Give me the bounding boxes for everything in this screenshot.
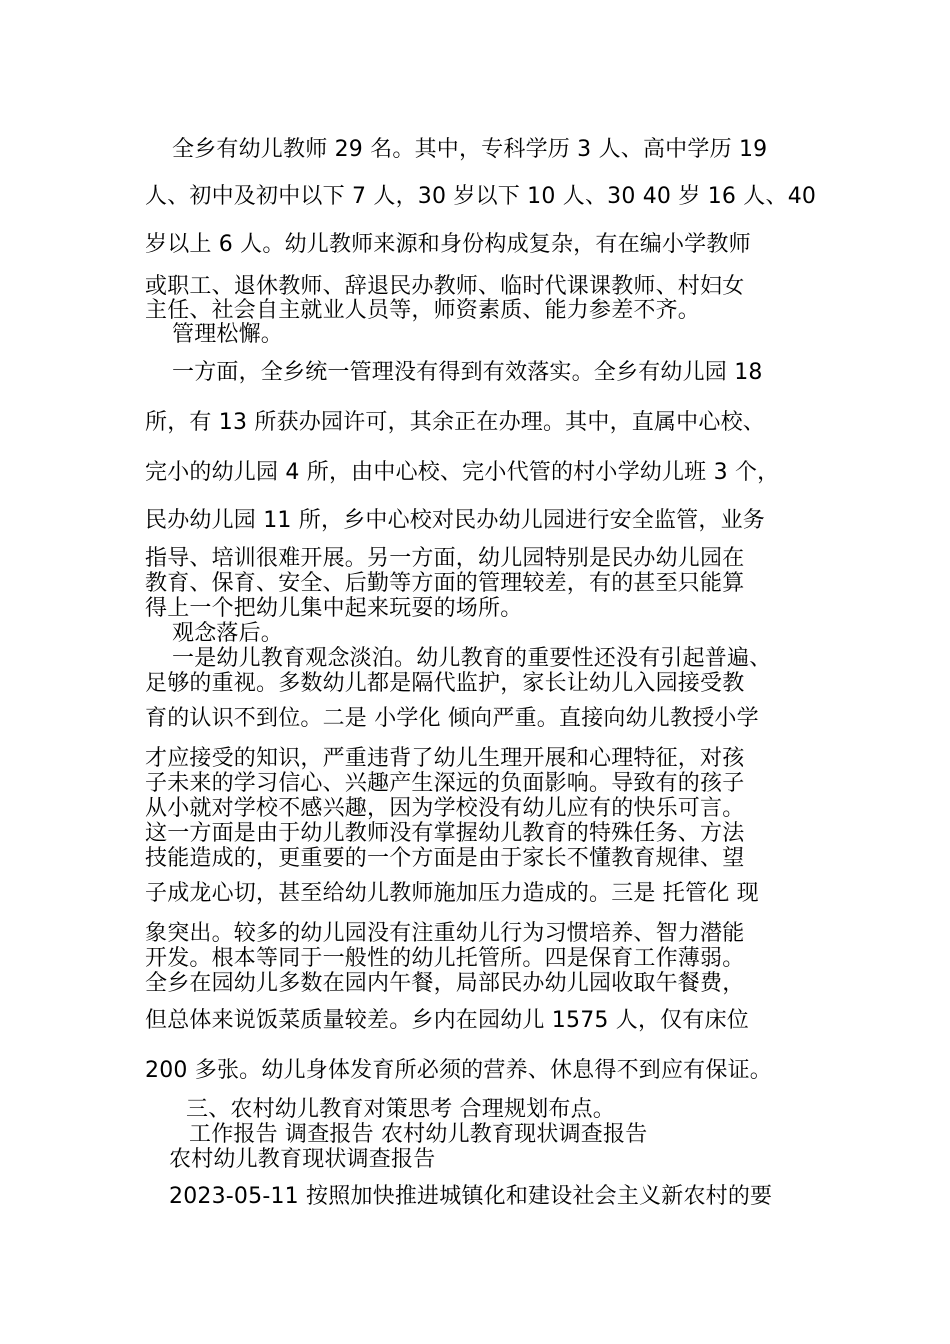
category-line: 工作报告 调查报告 农村幼儿教育现状调查报告 xyxy=(189,1122,648,1147)
section-heading: 三、农村幼儿教育对策思考 合理规划布点。 xyxy=(186,1097,615,1122)
paragraph-line: 才应接受的知识，严重违背了幼儿生理开展和心理特征，对孩 xyxy=(145,746,745,771)
paragraph-line: 全乡在园幼儿多数在园内午餐，局部民办幼儿园收取午餐费， xyxy=(145,971,745,996)
paragraph-line: 象突出。较多的幼儿园没有注重幼儿行为习惯培养、智力潜能 xyxy=(145,921,745,946)
paragraph-line: 民办幼儿园 11 所，乡中心校对民办幼儿园进行安全监管，业务 xyxy=(145,508,765,533)
paragraph-line: 这一方面是由于幼儿教师没有掌握幼儿教育的特殊任务、方法 xyxy=(145,821,745,846)
paragraph-line: 岁以上 6 人。幼儿教师来源和身份构成复杂，有在编小学教师 xyxy=(145,232,751,257)
paragraph-line: 所，有 13 所获办园许可，其余正在办理。其中，直属中心校、 xyxy=(145,410,765,435)
paragraph-line: 完小的幼儿园 4 所，由中心校、完小代管的村小学幼儿班 3 个， xyxy=(145,460,780,485)
paragraph-line: 或职工、退休教师、辞退民办教师、临时代课课教师、村妇女 xyxy=(145,274,745,299)
paragraph-line: 子成龙心切，甚至给幼儿教师施加压力造成的。三是 托管化 现 xyxy=(145,881,759,906)
paragraph-line: 主任、社会自主就业人员等，师资素质、能力参差不齐。 xyxy=(145,298,701,323)
paragraph-line: 技能造成的，更重要的一个方面是由于家长不懂教育规律、望 xyxy=(145,846,745,871)
paragraph-line: 子未来的学习信心、兴趣产生深远的负面影响。导致有的孩子 xyxy=(145,771,745,796)
section-heading: 管理松懈。 xyxy=(172,322,284,347)
paragraph-line: 从小就对学校不感兴趣，因为学校没有幼儿应有的快乐可言。 xyxy=(145,796,745,821)
paragraph-line: 全乡有幼儿教师 29 名。其中，专科学历 3 人、高中学历 19 xyxy=(172,137,768,162)
paragraph-line: 得上一个把幼儿集中起来玩耍的场所。 xyxy=(145,596,523,621)
paragraph-line: 人、初中及初中以下 7 人，30 岁以下 10 人、30 40 岁 16 人、40 xyxy=(145,184,817,209)
paragraph-line: 但总体来说饭菜质量较差。乡内在园幼儿 1575 人，仅有床位 xyxy=(145,1008,749,1033)
document-title: 农村幼儿教育现状调查报告 xyxy=(169,1147,436,1172)
paragraph-line: 一是幼儿教育观念淡泊。幼儿教育的重要性还没有引起普遍、 xyxy=(172,646,772,671)
paragraph-line: 教育、保育、安全、后勤等方面的管理较差，有的甚至只能算 xyxy=(145,571,745,596)
section-heading: 观念落后。 xyxy=(172,621,284,646)
paragraph-line: 育的认识不到位。二是 小学化 倾向严重。直接向幼儿教授小学 xyxy=(145,706,759,731)
paragraph-line: 指导、培训很难开展。另一方面，幼儿园特别是民办幼儿园在 xyxy=(145,546,745,571)
paragraph-line: 200 多张。幼儿身体发育所必须的营养、休息得不到应有保证。 xyxy=(145,1058,772,1083)
paragraph-line: 开发。根本等同于一般性的幼儿托管所。四是保育工作薄弱。 xyxy=(145,946,745,971)
paragraph-line: 一方面，全乡统一管理没有得到有效落实。全乡有幼儿园 18 xyxy=(172,360,763,385)
date-line: 2023-05-11 按照加快推进城镇化和建设社会主义新农村的要 xyxy=(169,1184,773,1209)
paragraph-line: 足够的重视。多数幼儿都是隔代监护，家长让幼儿入园接受教 xyxy=(145,671,745,696)
